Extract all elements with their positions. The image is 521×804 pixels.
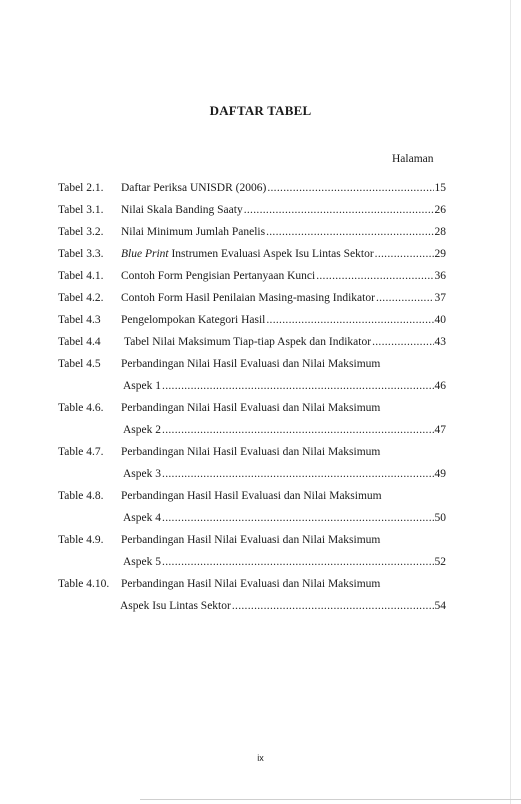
table-number: Tabel 3.3. — [58, 248, 104, 260]
page-ref: 40 — [434, 314, 446, 326]
page-ref: 26 — [434, 204, 446, 216]
table-number: Table 4.9. — [58, 534, 104, 546]
table-caption-italic: Blue Print — [121, 248, 169, 260]
list-item — [58, 401, 446, 445]
list-item — [58, 225, 446, 247]
dot-leader — [162, 555, 433, 569]
page-ref: 46 — [434, 380, 446, 392]
table-caption: Daftar Periksa UNISDR (2006) — [121, 182, 267, 194]
page-ref: 15 — [434, 182, 446, 194]
page-ref: 49 — [434, 468, 446, 480]
table-number: Tabel 4.1. — [58, 270, 104, 282]
list-item — [58, 577, 446, 621]
table-caption-continued: Aspek 5 — [123, 556, 162, 568]
page-ref: 54 — [434, 600, 446, 612]
dot-leader — [162, 467, 433, 481]
page-ref: 50 — [434, 512, 446, 524]
table-caption: Contoh Form Hasil Penilaian Masing-masing Indikator — [121, 292, 375, 304]
list-item — [58, 313, 446, 335]
list-item — [58, 181, 446, 203]
table-caption-continued: Aspek 4 — [123, 512, 162, 524]
table-caption-continued: Aspek 2 — [123, 424, 162, 436]
page-title: DAFTAR TABEL — [209, 103, 312, 118]
page-ref: 29 — [434, 248, 446, 260]
page-ref: 47 — [434, 424, 446, 436]
table-number: Tabel 4.2. — [58, 292, 104, 304]
page-ref: 36 — [434, 270, 446, 282]
dot-leader — [266, 313, 433, 327]
table-caption: Contoh Form Pengisian Pertanyaan Kunci — [121, 270, 316, 282]
list-item — [58, 247, 446, 269]
table-caption: Perbandingan Hasil Hasil Evaluasi dan Nilai Maksimum — [121, 490, 382, 502]
list-item — [58, 489, 446, 533]
table-number: Table 4.7. — [58, 446, 104, 458]
list-item — [58, 291, 446, 313]
table-caption: Perbandingan Hasil Nilai Evaluasi dan Nilai Maksimum — [121, 578, 381, 590]
list-item — [58, 203, 446, 225]
table-caption-continued: Aspek Isu Lintas Sektor — [120, 600, 231, 612]
table-caption: Perbandingan Nilai Hasil Evaluasi dan Nilai Maksimum — [121, 446, 381, 458]
list-item — [58, 335, 446, 357]
table-number: Tabel 3.1. — [58, 204, 104, 216]
dot-leader — [316, 269, 433, 283]
list-item — [58, 357, 446, 401]
page-ref: 28 — [434, 226, 446, 238]
table-caption: Perbandingan Nilai Hasil Evaluasi dan Nilai Maksimum — [121, 402, 381, 414]
dot-leader — [162, 379, 433, 393]
table-caption: Nilai Skala Banding Saaty — [121, 204, 243, 216]
dot-leader — [267, 181, 433, 195]
scan-edge-right — [510, 0, 511, 804]
table-caption: Perbandingan Hasil Nilai Evaluasi dan Nilai Maksimum — [121, 534, 381, 546]
dot-leader — [372, 335, 433, 349]
page-number: ix — [257, 753, 264, 763]
list-item — [58, 269, 446, 291]
dot-leader — [375, 247, 434, 261]
table-number: Table 4.8. — [58, 490, 104, 502]
table-number: Tabel 2.1. — [58, 182, 104, 194]
table-number: Table 4.6. — [58, 402, 104, 414]
dot-leader — [244, 203, 434, 217]
page-ref: 43 — [434, 336, 446, 348]
dot-leader — [266, 225, 433, 239]
page-ref: 52 — [434, 556, 446, 568]
table-caption: Nilai Minimum Jumlah Panelis — [121, 226, 266, 238]
halaman-header: Halaman — [392, 153, 434, 165]
table-number: Tabel 4.4 — [58, 336, 101, 348]
dot-leader — [232, 599, 434, 613]
table-caption: Tabel Nilai Maksimum Tiap-tiap Aspek dan Indikator — [124, 336, 372, 348]
list-item — [58, 445, 446, 489]
dot-leader — [162, 423, 433, 437]
scan-edge-bottom — [140, 799, 521, 800]
table-caption-continued: Aspek 1 — [123, 380, 162, 392]
table-number: Tabel 3.2. — [58, 226, 104, 238]
dot-leader — [162, 511, 433, 525]
table-list — [58, 181, 446, 621]
table-number: Table 4.10. — [58, 578, 110, 590]
page-ref: 37 — [434, 292, 446, 304]
list-item — [58, 533, 446, 577]
table-caption-continued: Aspek 3 — [123, 468, 162, 480]
table-number: Tabel 4.3 — [58, 314, 101, 326]
table-caption: Instrumen Evaluasi Aspek Isu Lintas Sektor — [168, 248, 374, 260]
table-caption: Pengelompokan Kategori Hasil — [121, 314, 266, 326]
dot-leader — [376, 291, 434, 305]
table-caption: Perbandingan Nilai Hasil Evaluasi dan Nilai Maksimum — [121, 358, 381, 370]
table-number: Tabel 4.5 — [58, 358, 101, 370]
